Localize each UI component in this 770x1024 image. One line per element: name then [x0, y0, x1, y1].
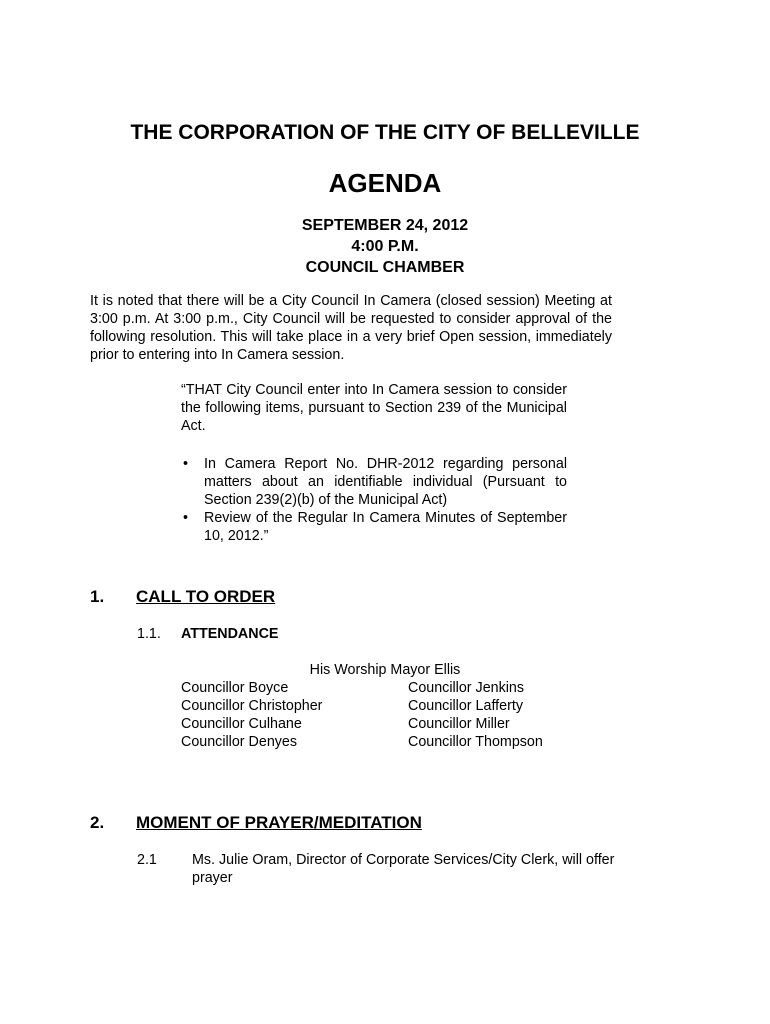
list-item: [181, 455, 567, 509]
list-item-text: In Camera Report No. DHR-2012 regarding personal matters about an identifiable individual (Pursuant to Section 239(2)(b) of the Municipal Act): [204, 456, 567, 508]
in-camera-notice: It is noted that there will be a City Council In Camera (closed session) Meeting at 3:00 p.m. At 3:00 p.m., City Council will be requested to consider approval of the following resolution. This will take place in a very brief Open session, immediately prior to entering into In Camera session.: [90, 293, 612, 363]
list-item: Councillor Thompson: [408, 734, 543, 750]
councillor-column-left: [181, 679, 322, 751]
list-item: Councillor Boyce: [181, 680, 289, 696]
subsection-number: 1.1.: [137, 626, 161, 642]
subsection-title-attendance: ATTENDANCE: [181, 626, 279, 642]
section-number: 2.: [90, 813, 105, 832]
meeting-location: COUNCIL CHAMBER: [305, 259, 465, 276]
organization-title: THE CORPORATION OF THE CITY OF BELLEVILLE: [130, 121, 640, 144]
bullet-icon: •: [183, 456, 189, 472]
meeting-time: 4:00 P.M.: [351, 238, 419, 255]
meeting-info: [0, 215, 770, 278]
bullet-icon: •: [183, 510, 189, 526]
list-item: [181, 509, 567, 545]
list-item-text: Review of the Regular In Camera Minutes of September 10, 2012.”: [204, 510, 567, 544]
document-title: AGENDA: [328, 168, 442, 198]
list-item: Councillor Lafferty: [408, 698, 523, 714]
section-title-call-to-order: CALL TO ORDER: [136, 587, 276, 606]
prayer-description: Ms. Julie Oram, Director of Corporate Services/City Clerk, will offer prayer: [192, 852, 615, 886]
section-number: 1.: [90, 587, 105, 606]
resolution-items: [181, 455, 567, 545]
resolution-text: “THAT City Council enter into In Camera session to consider the following items, pursuant to Section 239 of the Municipal Act.: [181, 382, 567, 434]
list-item: Councillor Denyes: [181, 734, 298, 750]
section-title-prayer: MOMENT OF PRAYER/MEDITATION: [136, 813, 422, 832]
councillor-column-right: [408, 679, 543, 751]
list-item: Councillor Jenkins: [408, 680, 525, 696]
list-item: Councillor Christopher: [181, 698, 323, 714]
list-item: Councillor Culhane: [181, 716, 302, 732]
mayor-name: His Worship Mayor Ellis: [309, 662, 461, 678]
list-item: Councillor Miller: [408, 716, 510, 732]
subsection-number: 2.1: [137, 852, 157, 868]
meeting-date: SEPTEMBER 24, 2012: [301, 217, 469, 234]
